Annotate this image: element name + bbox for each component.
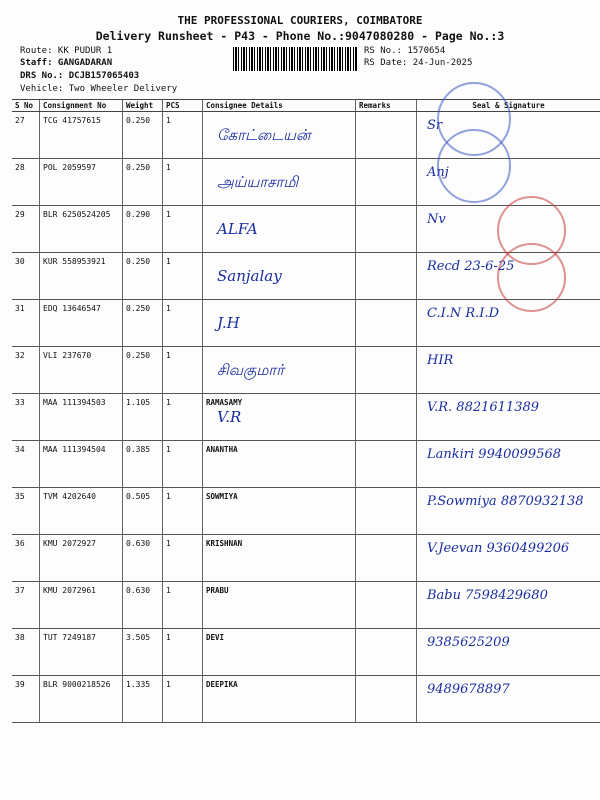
vehicle-label: Vehicle: Two Wheeler Delivery — [20, 84, 178, 94]
row-sno: 39 — [12, 676, 40, 723]
row-sno: 38 — [12, 629, 40, 676]
row-sno: 34 — [12, 441, 40, 488]
row-signature — [417, 159, 600, 206]
consignee-name: KRISHNAN — [206, 539, 243, 548]
consignee-name: PRABU — [206, 586, 229, 595]
row-remarks — [356, 535, 417, 582]
handwritten-signature: HIR — [427, 353, 454, 368]
row-consignment: EDQ 13646547 — [40, 300, 123, 347]
row-pcs: 1 — [163, 488, 203, 535]
row-consignment: POL 2059597 — [40, 159, 123, 206]
handwritten-consignee: சிவகுமார் — [217, 361, 285, 379]
handwritten-signature: 9489678897 — [427, 682, 510, 697]
row-sno: 33 — [12, 394, 40, 441]
handwritten-consignee: J.H — [217, 314, 240, 332]
table-row — [12, 582, 600, 629]
row-pcs: 1 — [163, 253, 203, 300]
handwritten-signature: P.Sowmiya 8870932138 — [427, 494, 584, 509]
row-consignment: MAA 111394503 — [40, 394, 123, 441]
row-consignment: KMU 2072961 — [40, 582, 123, 629]
handwritten-signature: Anj — [427, 165, 449, 180]
row-consignee — [203, 441, 356, 488]
row-pcs: 1 — [163, 159, 203, 206]
rs-number: RS No.: 1570654 — [364, 46, 446, 56]
row-pcs: 1 — [163, 582, 203, 629]
handwritten-signature: V.Jeevan 9360499206 — [427, 541, 570, 556]
runsheet-subtitle: Delivery Runsheet - P43 - Phone No.:9047080280 - Page No.:3 — [95, 29, 505, 43]
row-sno: 36 — [12, 535, 40, 582]
row-consignment: TUT 7249187 — [40, 629, 123, 676]
row-consignment: BLR 9000218526 — [40, 676, 123, 723]
row-weight: 0.250 — [123, 159, 163, 206]
row-signature — [417, 300, 600, 347]
row-signature — [417, 488, 600, 535]
row-pcs: 1 — [163, 441, 203, 488]
row-consignee — [203, 253, 356, 300]
row-pcs: 1 — [163, 535, 203, 582]
handwritten-signature: Recd 23-6-25 — [427, 259, 515, 274]
handwritten-signature: Lankiri 9940099568 — [427, 447, 562, 462]
row-signature — [417, 535, 600, 582]
handwritten-signature: C.I.N R.I.D — [427, 306, 500, 321]
table-row — [12, 159, 600, 206]
seal-stamp — [437, 129, 511, 203]
rs-date: RS Date: 24-Jun-2025 — [364, 58, 473, 68]
row-signature — [417, 394, 600, 441]
row-weight: 0.250 — [123, 112, 163, 159]
row-remarks — [356, 582, 417, 629]
row-weight: 0.250 — [123, 347, 163, 394]
col-consignment: Consignment No — [40, 100, 123, 112]
row-consignment: KUR 558953921 — [40, 253, 123, 300]
table-row — [12, 676, 600, 723]
row-weight: 0.385 — [123, 441, 163, 488]
row-consignee — [203, 112, 356, 159]
row-remarks — [356, 300, 417, 347]
row-consignment: TCG 41757615 — [40, 112, 123, 159]
row-signature — [417, 629, 600, 676]
row-consignment: VLI 237670 — [40, 347, 123, 394]
row-consignment: TVM 4202640 — [40, 488, 123, 535]
consignee-name: DEEPIKA — [206, 680, 238, 689]
drs-label: DRS No.: DCJB157065403 — [20, 71, 140, 81]
consignee-name: RAMASAMY — [206, 398, 243, 407]
row-remarks — [356, 394, 417, 441]
row-consignee — [203, 629, 356, 676]
row-consignee — [203, 535, 356, 582]
row-consignment: BLR 6250524205 — [40, 206, 123, 253]
row-remarks — [356, 206, 417, 253]
col-signature: Seal & Signature — [417, 100, 600, 112]
table-row — [12, 394, 600, 441]
row-weight: 1.335 — [123, 676, 163, 723]
table-row — [12, 441, 600, 488]
row-consignee — [203, 159, 356, 206]
row-weight: 0.630 — [123, 535, 163, 582]
row-signature — [417, 253, 600, 300]
row-sno: 37 — [12, 582, 40, 629]
row-signature — [417, 206, 600, 253]
row-consignee — [203, 488, 356, 535]
row-weight: 0.250 — [123, 253, 163, 300]
handwritten-signature: Babu 7598429680 — [427, 588, 548, 603]
table-header-row — [12, 100, 600, 112]
row-sno: 30 — [12, 253, 40, 300]
row-remarks — [356, 112, 417, 159]
row-pcs: 1 — [163, 394, 203, 441]
row-weight: 0.250 — [123, 300, 163, 347]
barcode — [233, 47, 357, 71]
row-remarks — [356, 159, 417, 206]
row-sno: 27 — [12, 112, 40, 159]
col-pcs: PCS — [163, 100, 203, 112]
row-consignee — [203, 347, 356, 394]
consignee-name: SOWMIYA — [206, 492, 238, 501]
row-sno: 31 — [12, 300, 40, 347]
company-title: THE PROFESSIONAL COURIERS, COIMBATORE — [177, 14, 423, 27]
row-remarks — [356, 629, 417, 676]
row-remarks — [356, 347, 417, 394]
table-row — [12, 535, 600, 582]
row-signature — [417, 441, 600, 488]
handwritten-signature: Sr — [427, 118, 443, 133]
row-weight: 1.105 — [123, 394, 163, 441]
row-signature — [417, 347, 600, 394]
row-signature — [417, 676, 600, 723]
row-remarks — [356, 441, 417, 488]
row-pcs: 1 — [163, 676, 203, 723]
row-pcs: 1 — [163, 206, 203, 253]
table-row — [12, 112, 600, 159]
row-weight: 0.630 — [123, 582, 163, 629]
row-remarks — [356, 488, 417, 535]
handwritten-signature: V.R. 8821611389 — [427, 400, 540, 415]
row-sno: 28 — [12, 159, 40, 206]
row-consignment: MAA 111394504 — [40, 441, 123, 488]
row-pcs: 1 — [163, 300, 203, 347]
row-pcs: 1 — [163, 629, 203, 676]
table-row — [12, 300, 600, 347]
row-consignee — [203, 394, 356, 441]
row-consignee — [203, 206, 356, 253]
row-remarks — [356, 676, 417, 723]
row-weight: 0.290 — [123, 206, 163, 253]
row-signature — [417, 582, 600, 629]
row-pcs: 1 — [163, 347, 203, 394]
row-pcs: 1 — [163, 112, 203, 159]
handwritten-consignee: V.R — [217, 408, 242, 426]
row-sno: 32 — [12, 347, 40, 394]
row-weight: 3.505 — [123, 629, 163, 676]
col-consignee: Consignee Details — [203, 100, 356, 112]
row-consignee — [203, 300, 356, 347]
table-row — [12, 347, 600, 394]
table-row — [12, 488, 600, 535]
table-row — [12, 206, 600, 253]
row-sno: 35 — [12, 488, 40, 535]
consignee-name: DEVI — [206, 633, 225, 642]
row-consignee — [203, 676, 356, 723]
col-sno: S No — [12, 100, 40, 112]
table-row — [12, 253, 600, 300]
table-row — [12, 629, 600, 676]
runsheet-table — [12, 99, 600, 723]
row-sno: 29 — [12, 206, 40, 253]
staff-label: Staff: GANGADARAN — [20, 58, 113, 68]
row-consignee — [203, 582, 356, 629]
row-remarks — [356, 253, 417, 300]
handwritten-consignee: அய்யாசாமி — [217, 173, 299, 191]
handwritten-consignee: ALFA — [217, 220, 258, 238]
handwritten-consignee: கோட்டையன் — [217, 126, 311, 144]
row-consignment: KMU 2072927 — [40, 535, 123, 582]
row-weight: 0.505 — [123, 488, 163, 535]
handwritten-consignee: Sanjalay — [217, 267, 282, 285]
consignee-name: ANANTHA — [206, 445, 238, 454]
handwritten-signature: 9385625209 — [427, 635, 510, 650]
handwritten-signature: Nv — [427, 212, 446, 227]
col-weight: Weight — [123, 100, 163, 112]
route-label: Route: KK PUDUR 1 — [20, 46, 113, 56]
col-remarks: Remarks — [356, 100, 417, 112]
